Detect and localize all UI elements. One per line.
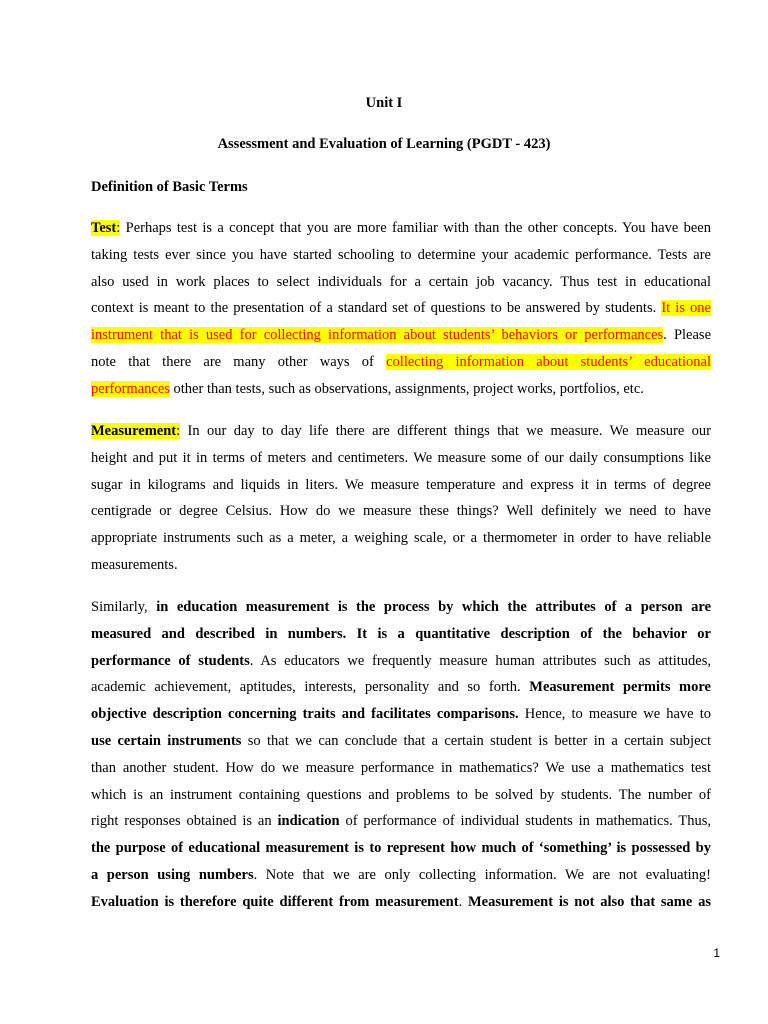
text-line [91, 862, 711, 889]
text-line [91, 594, 711, 621]
text-line [91, 322, 711, 349]
text-line [91, 889, 711, 916]
text-line [91, 648, 711, 675]
text-run: Hence, to measure we have to [518, 706, 711, 723]
bold-text: performance of students [91, 652, 250, 669]
bold-text: a person using numbers [91, 866, 254, 883]
bold-text: the purpose of educational measurement is to represent how much of ‘something’ is possessed by [91, 840, 711, 857]
text-line: which is an instrument containing questions and problems to be solved by students. The number of [91, 786, 711, 803]
bold-text: Evaluation is therefore quite different from measurement [91, 893, 459, 910]
text-line [91, 295, 711, 322]
text-line: centigrade or degree Celsius. How do we measure these things? Well definitely we need to have [91, 503, 711, 520]
text-run: note that there are many other ways of [91, 353, 387, 370]
paragraph-measurement [91, 418, 711, 579]
text-line [91, 701, 711, 728]
bold-text: measured and described in numbers. It is a quantitative description of the behavior or [91, 625, 711, 642]
section-heading: Definition of Basic Terms [91, 179, 248, 195]
bold-text: in education measurement is the process by which the attributes of a person are [156, 599, 712, 615]
text-line: appropriate instruments such as a meter, a weighing scale, or a thermometer in order to have reliable [91, 530, 711, 547]
text-line: taking tests ever since you have started schooling to determine your academic performance. Tests are [91, 246, 711, 263]
text-run: of performance of individual students in mathematics. Thus, [339, 813, 711, 830]
text-run: right responses obtained is an [91, 813, 278, 830]
text-run: . Please [663, 327, 711, 344]
bold-text: Measurement is not also that same as [467, 893, 711, 910]
text-run: . [458, 893, 468, 910]
text-line [91, 376, 711, 403]
bold-text: Measurement permits more [529, 679, 711, 696]
text-line [91, 808, 711, 835]
text-run: context is meant to the presentation of a standard set of questions to be answered by students. [91, 300, 662, 317]
text-run: so that we can conclude that a certain student is better in a certain subject [241, 732, 711, 749]
highlighted-text: It is one [661, 300, 711, 317]
text-line: measurements. [91, 556, 178, 573]
term-colon: : [116, 220, 121, 236]
highlighted-text: performances [91, 380, 170, 397]
text-run: Similarly, [91, 599, 157, 615]
page-number: 1 [713, 946, 720, 960]
text-line [91, 621, 711, 648]
text-run: Perhaps test is a concept that you are more familiar with than the other concepts. You have been [120, 220, 711, 236]
text-line [91, 728, 711, 755]
term-test: Test [91, 220, 117, 236]
text-line: sugar in kilograms and liquids in liters. We measure temperature and express it in terms of degree [91, 476, 711, 493]
bold-text: use certain instruments [91, 732, 242, 749]
text-run: . Note that we are only collecting information. We are not evaluating! [253, 866, 711, 883]
course-title: Assessment and Evaluation of Learning (PGDT - 423) [217, 136, 551, 152]
unit-title: Unit I [365, 95, 403, 111]
highlighted-text: instrument that is used for collecting information about students’ behaviors or performances [91, 327, 664, 344]
text-run: . As educators we frequently measure human attributes such as attitudes, [249, 652, 711, 669]
text-line: height and put it in terms of meters and centimeters. We measure some of our daily consumptions like [91, 449, 711, 466]
text-run: academic achievement, aptitudes, interests, personality and so forth. [91, 679, 530, 696]
text-line: than another student. How do we measure performance in mathematics? We use a mathematics test [91, 759, 711, 776]
text-line [91, 835, 711, 862]
text-run: In our day to day life there are different things that we measure. We measure our [180, 423, 711, 439]
text-line [91, 418, 711, 445]
highlighted-text: collecting information about students’ educational [386, 353, 711, 370]
bold-text: indication [277, 813, 340, 830]
paragraph-test [91, 215, 711, 403]
bold-text: objective description concerning traits and facilitates comparisons. [91, 706, 519, 723]
text-run: other than tests, such as observations, assignments, project works, portfolios, etc. [169, 380, 644, 397]
text-line [91, 215, 711, 242]
text-line [91, 349, 711, 376]
term-measurement: Measurement [91, 423, 177, 439]
term-colon: : [176, 423, 181, 439]
text-line [91, 674, 711, 701]
paragraph-similarly [91, 594, 711, 916]
text-line: also used in work places to select individuals for a certain job vacancy. Thus test in educational [91, 273, 711, 290]
